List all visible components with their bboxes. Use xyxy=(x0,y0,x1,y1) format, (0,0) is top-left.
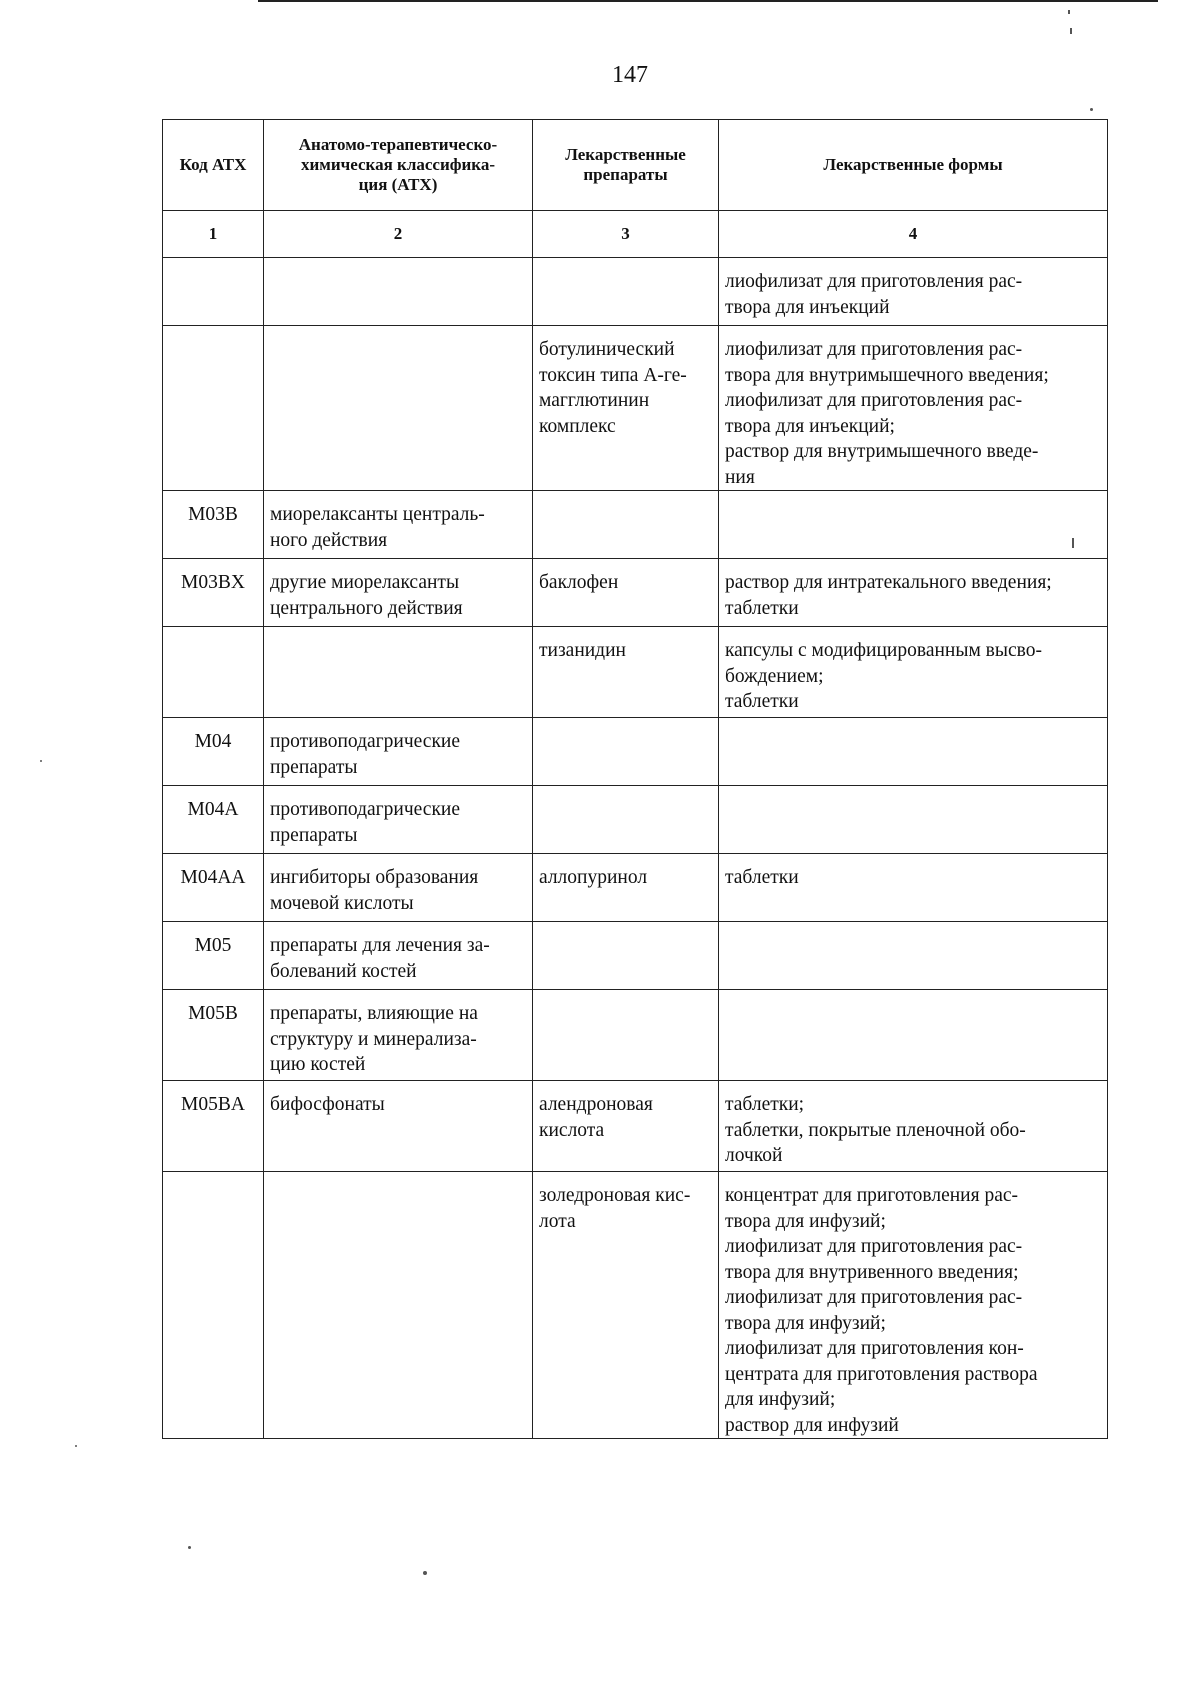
cell-text-line: золедроновая кис- xyxy=(539,1185,691,1206)
scan-speck xyxy=(1068,10,1070,14)
scan-speck xyxy=(1090,108,1093,111)
scan-speck xyxy=(75,1445,77,1447)
scan-speck xyxy=(1070,28,1072,34)
cell-text-line: баклофен xyxy=(539,572,619,593)
atx-code-cell: M04 xyxy=(163,718,264,786)
cell-text-line: твора для инъекций xyxy=(725,296,890,318)
drug-cell xyxy=(533,922,719,990)
dosage-forms-cell xyxy=(719,854,1108,922)
classification-cell xyxy=(264,559,533,627)
cell-text-line: центрата для приготовления раствора xyxy=(725,1363,1038,1385)
drug-cell xyxy=(533,627,719,718)
table-row xyxy=(163,491,1108,559)
cell-text-line: раствор для инфузий xyxy=(725,1414,899,1436)
header-drugs xyxy=(533,120,719,211)
atx-code-cell: M03B xyxy=(163,491,264,559)
cell-text-line: твора для инфузий; xyxy=(725,1312,886,1334)
drug-cell xyxy=(533,990,719,1081)
cell-text-line: препараты, влияющие на xyxy=(270,1003,478,1024)
cell-text-line: структуру и минерализа- xyxy=(270,1028,477,1050)
table-row xyxy=(163,258,1108,326)
table-row xyxy=(163,718,1108,786)
cell-text-line: Код АТХ xyxy=(179,155,247,174)
column-number: 4 xyxy=(719,211,1108,258)
dosage-forms-cell xyxy=(719,990,1108,1081)
cell-text-line: кислота xyxy=(539,1119,605,1141)
scan-speck xyxy=(40,760,42,762)
drug-cell xyxy=(533,1081,719,1172)
cell-text-line: химическая классифика- xyxy=(300,155,495,174)
dosage-forms-cell xyxy=(719,1081,1108,1172)
dosage-forms-cell xyxy=(719,326,1108,491)
drug-cell xyxy=(533,559,719,627)
classification-cell xyxy=(264,627,533,718)
table-row xyxy=(163,559,1108,627)
cell-text-line: капсулы с модифицированным высво- xyxy=(725,640,1042,661)
cell-text-line: противоподагрические xyxy=(270,731,461,752)
cell-text-line: таблетки xyxy=(725,867,799,888)
drug-cell xyxy=(533,786,719,854)
cell-text-line: центрального действия xyxy=(270,597,463,619)
classification-cell xyxy=(264,258,533,326)
classification-cell xyxy=(264,922,533,990)
cell-text-line: препараты для лечения за- xyxy=(270,935,490,956)
cell-text-line: цию костей xyxy=(270,1054,366,1075)
column-number: 2 xyxy=(264,211,533,258)
cell-text-line: ния xyxy=(725,466,755,488)
classification-cell xyxy=(264,1081,533,1172)
cell-text-line: препараты xyxy=(270,824,358,846)
classification-cell xyxy=(264,1172,533,1439)
cell-text-line: твора для инфузий; xyxy=(725,1210,886,1232)
cell-text-line: ботулинический xyxy=(539,339,675,360)
cell-text-line: ингибиторы образования xyxy=(270,867,479,888)
atx-code-cell: M03BX xyxy=(163,559,264,627)
scan-speck xyxy=(423,1571,427,1575)
cell-text-line: препараты xyxy=(583,165,668,184)
cell-text-line: лиофилизат для приготовления рас- xyxy=(725,1236,1023,1257)
table-header-row xyxy=(163,120,1108,211)
scan-speck xyxy=(1072,538,1074,548)
cell-text-line: концентрат для приготовления рас- xyxy=(725,1185,1018,1206)
table-row xyxy=(163,1081,1108,1172)
column-number-row xyxy=(163,211,1108,258)
dosage-forms-cell xyxy=(719,627,1108,718)
drug-cell xyxy=(533,491,719,559)
column-number: 1 xyxy=(163,211,264,258)
classification-cell xyxy=(264,786,533,854)
cell-text-line: мочевой кислоты xyxy=(270,892,414,914)
drug-cell xyxy=(533,258,719,326)
cell-text-line: бифосфонаты xyxy=(270,1094,385,1115)
cell-text-line: раствор для внутримышечного введе- xyxy=(725,441,1039,462)
dosage-forms-cell xyxy=(719,1172,1108,1439)
table-row xyxy=(163,627,1108,718)
top-rule xyxy=(258,0,1158,2)
classification-cell xyxy=(264,990,533,1081)
atx-code-cell xyxy=(163,1172,264,1439)
drug-cell xyxy=(533,326,719,491)
atx-code-cell xyxy=(163,258,264,326)
cell-text-line: аллопуринол xyxy=(539,867,648,888)
cell-text-line: таблетки; xyxy=(725,1094,805,1115)
cell-text-line: комплекс xyxy=(539,415,616,437)
classification-cell xyxy=(264,326,533,491)
cell-text-line: бождением; xyxy=(725,665,824,687)
drug-cell xyxy=(533,1172,719,1439)
cell-text-line: болеваний костей xyxy=(270,960,417,982)
atx-code-cell: M04A xyxy=(163,786,264,854)
dosage-forms-cell xyxy=(719,258,1108,326)
cell-text-line: Анатомо-терапевтическо- xyxy=(298,135,498,154)
cell-text-line: твора для внутримышечного введения; xyxy=(725,364,1049,386)
cell-text-line: раствор для интратекального введения; xyxy=(725,572,1052,593)
cell-text-line: лиофилизат для приготовления рас- xyxy=(725,339,1023,360)
table-row xyxy=(163,922,1108,990)
page-number: 147 xyxy=(612,62,648,88)
cell-text-line: ного действия xyxy=(270,529,388,551)
classification-cell xyxy=(264,491,533,559)
cell-text-line: лиофилизат для приготовления рас- xyxy=(725,390,1023,411)
header-atx-classification xyxy=(264,120,533,211)
cell-text-line: твора для инъекций; xyxy=(725,415,895,437)
cell-text-line: лиофилизат для приготовления рас- xyxy=(725,1287,1023,1308)
cell-text-line: лочкой xyxy=(725,1145,783,1166)
cell-text-line: твора для внутривенного введения; xyxy=(725,1261,1019,1283)
cell-text-line: тизанидин xyxy=(539,640,626,661)
cell-text-line: токсин типа A-ге- xyxy=(539,364,687,386)
atx-code-cell xyxy=(163,627,264,718)
atx-code-cell xyxy=(163,326,264,491)
cell-text-line: миорелаксанты централь- xyxy=(270,504,485,525)
drug-cell xyxy=(533,854,719,922)
cell-text-line: для инфузий; xyxy=(725,1389,836,1410)
cell-text-line: таблетки xyxy=(725,691,799,712)
atx-classification-table xyxy=(162,119,1108,1439)
atx-code-cell: M05 xyxy=(163,922,264,990)
dosage-forms-cell xyxy=(719,491,1108,559)
cell-text-line: Лекарственные формы xyxy=(823,155,1003,174)
cell-text-line: таблетки xyxy=(725,597,799,619)
cell-text-line: ция (АТХ) xyxy=(358,175,438,194)
cell-text-line: другие миорелаксанты xyxy=(270,572,460,593)
classification-cell xyxy=(264,718,533,786)
cell-text-line: лота xyxy=(539,1210,576,1232)
cell-text-line: препараты xyxy=(270,756,358,778)
dosage-forms-cell xyxy=(719,786,1108,854)
cell-text-line: лиофилизат для приготовления кон- xyxy=(725,1338,1024,1359)
table-row xyxy=(163,990,1108,1081)
header-dosage-forms xyxy=(719,120,1108,211)
cell-text-line: таблетки, покрытые пленочной обо- xyxy=(725,1119,1026,1141)
column-number: 3 xyxy=(533,211,719,258)
table-row xyxy=(163,854,1108,922)
dosage-forms-cell xyxy=(719,559,1108,627)
table-row xyxy=(163,786,1108,854)
atx-code-cell: M05BA xyxy=(163,1081,264,1172)
cell-text-line: алендроновая xyxy=(539,1094,653,1115)
scan-speck xyxy=(188,1546,191,1549)
cell-text-line: Лекарственные xyxy=(565,145,686,164)
cell-text-line: противоподагрические xyxy=(270,799,461,820)
table-row xyxy=(163,1172,1108,1439)
dosage-forms-cell xyxy=(719,922,1108,990)
drug-cell xyxy=(533,718,719,786)
classification-cell xyxy=(264,854,533,922)
dosage-forms-cell xyxy=(719,718,1108,786)
cell-text-line: магглютинин xyxy=(539,390,650,411)
header-atx-code xyxy=(163,120,264,211)
table-row xyxy=(163,326,1108,491)
atx-code-cell: M04AA xyxy=(163,854,264,922)
atx-code-cell: M05B xyxy=(163,990,264,1081)
cell-text-line: лиофилизат для приготовления рас- xyxy=(725,271,1023,292)
